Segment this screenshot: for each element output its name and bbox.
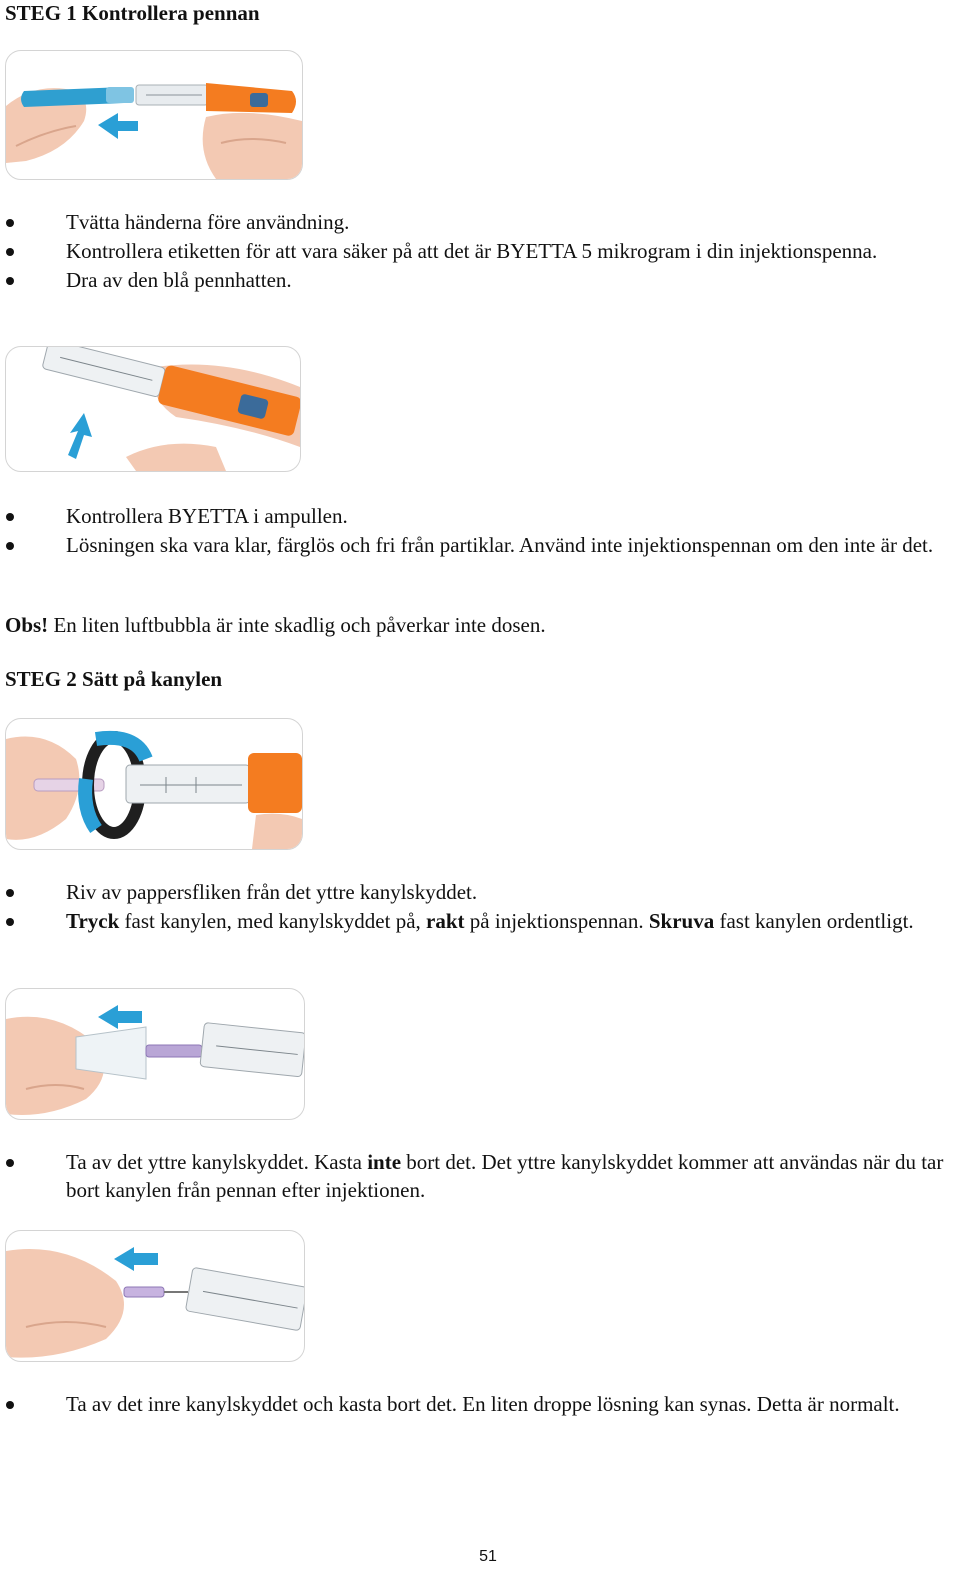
text-span: Ta av det yttre kanylskyddet. Kasta (66, 1150, 368, 1174)
list-item: Ta av det inre kanylskyddet och kasta bort det. En liten droppe lösning kan synas. Detta är normalt. (0, 1390, 955, 1418)
text-span: bort det. Det yttre kanylskyddet kommer att användas när du tar bort kanylen från pennan efter injektionen. (66, 1150, 944, 1202)
emph-inte: inte (367, 1150, 402, 1174)
note-label: Obs! (5, 613, 49, 637)
step2-heading: STEG 2 Sätt på kanylen (5, 667, 223, 691)
emph-skruva: Skruva (648, 909, 715, 933)
list-item: Dra av den blå pennhatten. (0, 266, 955, 294)
arrow-up-icon (68, 413, 92, 459)
pen-cartridge-check-icon (6, 347, 300, 471)
needle-attach-icon (6, 719, 302, 849)
text-span: fast kanylen, med kanylskyddet på, (119, 909, 427, 933)
illustration-remove-cap (5, 50, 303, 180)
step2-bullet-list-a (0, 878, 955, 936)
text-span: på injektionspennan. (464, 909, 649, 933)
list-item: Kontrollera BYETTA i ampullen. (0, 502, 955, 530)
inner-cap-removal-icon (6, 1231, 304, 1361)
page-number: 51 (479, 1548, 497, 1565)
step2-bullet-list-c (0, 1390, 955, 1419)
step1-heading: STEG 1 Kontrollera pennan (5, 1, 260, 25)
emph-rakt: rakt (426, 909, 465, 933)
list-item: Tvätta händerna före användning. (0, 208, 955, 236)
list-item: Riv av pappersfliken från det yttre kanylskyddet. (0, 878, 955, 906)
emph-tryck: Tryck (66, 909, 120, 933)
outer-cap-removal-icon (6, 989, 304, 1119)
list-item (0, 907, 955, 935)
arrow-left-icon (98, 113, 138, 139)
illustration-check-cartridge (5, 346, 301, 472)
text-span: fast kanylen ordentligt. (714, 909, 914, 933)
step2-bullet-list-b (0, 1148, 955, 1205)
arrow-left-icon (114, 1247, 158, 1271)
list-item (0, 1148, 955, 1204)
illustration-remove-outer-cap (5, 988, 305, 1120)
step1-bullet-list-a (0, 208, 955, 295)
list-item: Lösningen ska vara klar, färglös och fri från partiklar. Använd inte injektionspennan om den inte är det. (0, 531, 955, 559)
note-paragraph (5, 612, 546, 638)
step1-bullet-list-b (0, 502, 955, 560)
arrow-left-icon (98, 1005, 142, 1029)
pen-cap-removal-icon (6, 51, 302, 179)
note-text: En liten luftbubbla är inte skadlig och påverkar inte dosen. (48, 613, 546, 637)
illustration-attach-needle (5, 718, 303, 850)
list-item: Kontrollera etiketten för att vara säker på att det är BYETTA 5 mikrogram i din injektionspenna. (0, 237, 955, 265)
illustration-remove-inner-cap (5, 1230, 305, 1362)
